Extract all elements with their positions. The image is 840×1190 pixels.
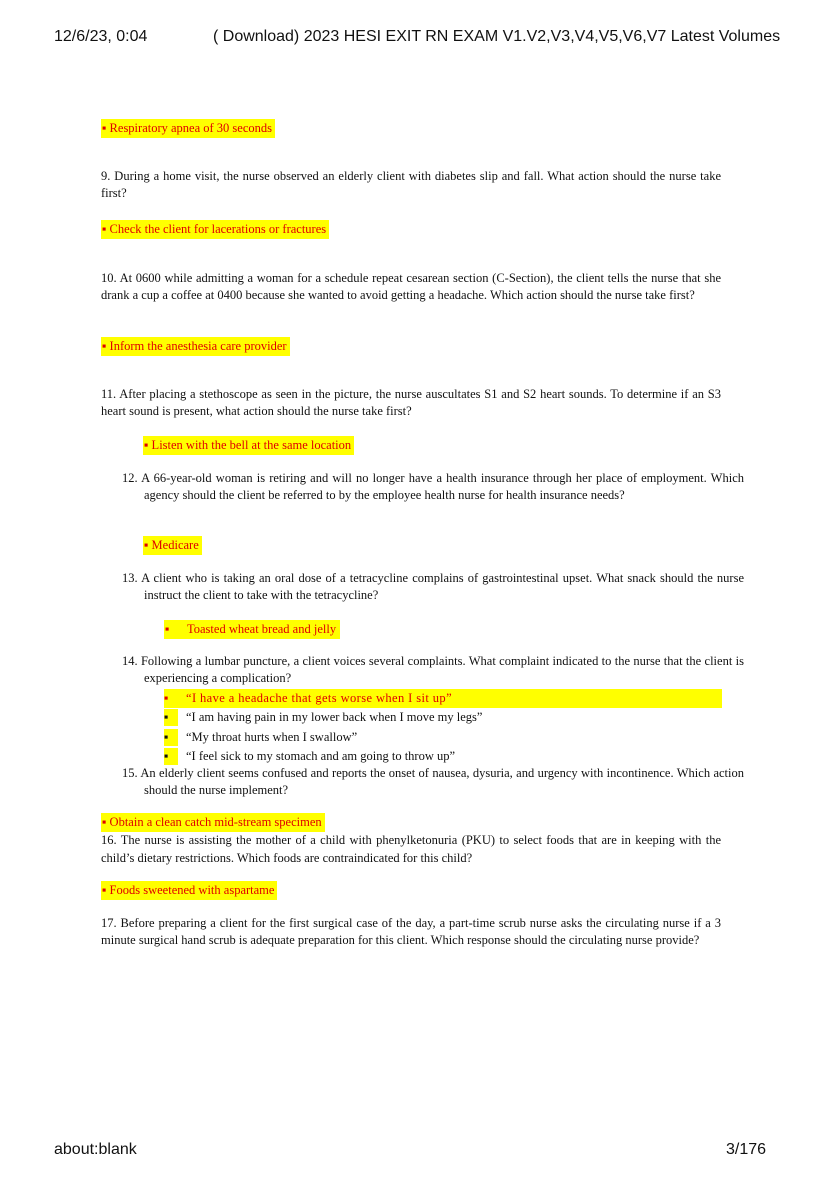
question-15: 15. An elderly client seems confused and reports the onset of nausea, dysuria, and urgency with incontinence. Which action should the nurse implement? [122,766,744,797]
answer-15: ▪ Obtain a clean catch mid-stream specimen [101,813,325,832]
question-16: 16. The nurse is assisting the mother of a child with phenylketonuria (PKU) to select foods that are in keeping with the child’s dietary restrictions. Which foods are contraindicated for this child? [101,833,721,865]
answer-10: ▪ Inform the anesthesia care provider [101,337,290,356]
question-12: 12. A 66-year-old woman is retiring and will no longer have a health insurance through her place of employment. Which agency should the client be referred to by the employee health nurse for health insurance needs? [122,471,744,502]
answer-12: ▪ Medicare [143,536,202,555]
print-date: 12/6/23, 0:04 [54,28,148,45]
question-9: 9. During a home visit, the nurse observed an elderly client with diabetes slip and fall. What action should the nurse take first? [101,169,721,200]
answer-8: ▪ Respiratory apnea of 30 seconds [101,119,275,138]
answer-9: ▪ Check the client for lacerations or fractures [101,220,329,239]
question-11: 11. After placing a stethoscope as seen in the picture, the nurse auscultates S1 and S2 heart sounds. To determine if an S3 heart sound is present, what action should the nurse take first? [101,387,721,418]
answer-11: ▪ Listen with the bell at the same location [143,436,354,455]
answer-16: ▪ Foods sweetened with aspartame [101,881,277,900]
question-10: 10. At 0600 while admitting a woman for a schedule repeat cesarean section (C-Section), the client tells the nurse that she drank a cup a coffee at 0400 because she wanted to avoid getting a headache. Which action should the nurse take first? [101,271,721,302]
option-14-b: ▪ “I am having pain in my lower back when I move my legs” [164,710,483,724]
document-title: ( Download) 2023 HESI EXIT RN EXAM V1.V2,V3,V4,V5,V6,V7 Latest Volumes [213,28,781,45]
question-14: 14. Following a lumbar puncture, a client voices several complaints. What complaint indicated to the nurse that the client is experiencing a complication? [122,654,744,685]
option-14-a-correct: ▪ “I have a headache that gets worse when I sit up” [164,689,722,708]
answer-13: ▪ Toasted wheat bread and jelly [164,620,340,639]
option-14-d: ▪ “I feel sick to my stomach and am going to throw up” [164,749,456,763]
footer-url: about:blank [54,1141,137,1158]
question-17: 17. Before preparing a client for the first surgical case of the day, a part-time scrub nurse asks the circulating nurse if a 3 minute surgical hand scrub is adequate preparation for this client. Which response should the circulating nurse provide? [101,916,721,947]
question-13: 13. A client who is taking an oral dose of a tetracycline complains of gastrointestinal upset. What snack should the nurse instruct the client to take with the tetracycline? [122,571,744,602]
page-number: 3/176 [726,1141,767,1158]
option-14-c: ▪ “My throat hurts when I swallow” [164,730,358,744]
